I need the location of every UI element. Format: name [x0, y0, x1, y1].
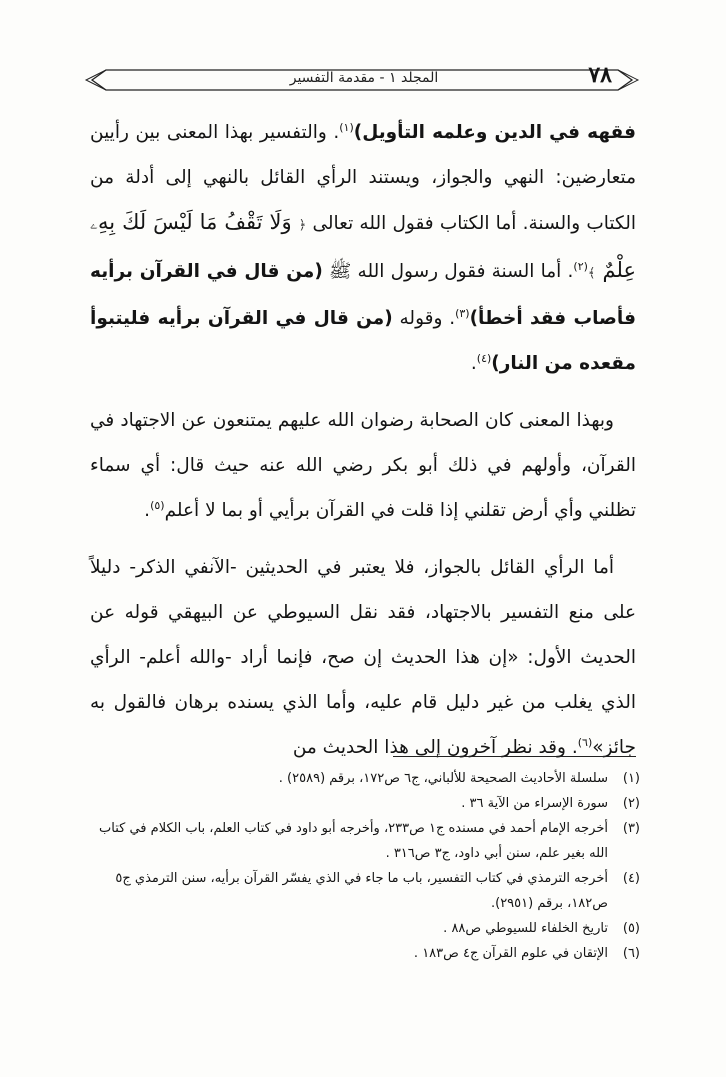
paragraph	[90, 398, 636, 533]
text-run: . وقد نظر آخرون إلى هذا الحديث من	[292, 737, 578, 758]
footnote-number: (٦)	[622, 946, 640, 961]
footnote-text: أخرجه الترمذي في كتاب التفسير، باب ما جاء في الذي يفسّر القرآن برأيه، سنن الترمذي ج٥ ص١٨٢، برقم (٢٩٥١).	[115, 871, 608, 911]
text-run: .	[470, 353, 477, 374]
hadith-quote: فقهه في الدين وعلمه التأويل)	[353, 122, 636, 143]
page-number: ٧٨	[588, 62, 612, 88]
main-text	[90, 110, 636, 770]
footnotes	[88, 766, 640, 966]
footnote	[88, 766, 640, 791]
verse-bracket: ﴾	[587, 266, 596, 281]
footnote	[88, 791, 640, 816]
footnote	[88, 916, 640, 941]
text-run: .	[144, 500, 151, 521]
paragraph	[90, 545, 636, 770]
footnote	[88, 866, 640, 916]
footnote-number: (٤)	[622, 871, 640, 886]
hadith-quote: (من قال في القرآن برأيه فليتبوأ مقعده من النار)	[90, 308, 636, 374]
footnote-number: (١)	[622, 771, 640, 786]
footnote-text: أخرجه الإمام أحمد في مسنده ج١ ص٢٣٣، وأخرجه أبو داود في كتاب العلم، باب الكلام في كتاب الله بغير علم، سنن أبي داود، ج٣ ص٣١٦ .	[99, 821, 608, 861]
verse-bracket: ﴿	[298, 218, 307, 233]
text-run: . والتفسير بهذا المعنى بين رأيين متعارضين: النهي والجواز، ويستند الرأي القائل بالنهي إلى أدلة من الكتاب والسنة. أما الكتاب فقول الله تعالى	[90, 122, 636, 234]
footnote-text: سورة الإسراء من الآية ٣٦ .	[461, 796, 608, 811]
paragraph	[90, 110, 636, 386]
footnote-text: تاريخ الخلفاء للسيوطي ص٨٨ .	[443, 921, 608, 936]
footnote-separator	[393, 756, 636, 757]
footnote-ref: (١)	[339, 120, 354, 134]
hadith-quote: (من قال في القرآن برأيه فأصاب فقد أخطأ)	[90, 261, 636, 329]
footnote	[88, 941, 640, 966]
footnote-ref: (٢)	[573, 259, 588, 273]
running-title: المجلد ١ - مقدمة التفسير	[289, 70, 439, 86]
footnote-text: الإتقان في علوم القرآن ج٤ ص١٨٣ .	[413, 946, 608, 961]
footnote-number: (٣)	[622, 821, 640, 836]
footnote	[88, 816, 640, 866]
text-run: وبهذا المعنى كان الصحابة رضوان الله عليهم يمتنعون عن الاجتهاد في القرآن، وأولهم في ذلك أبو بكر رضي الله عنه حيث قال: أي سماء تظلني وأي أرض تقلني إذا قلت في القرآن برأيي أو بما لا أعلم	[90, 410, 636, 521]
footnote-ref: (٣)	[455, 306, 470, 320]
footnote-ref: (٤)	[476, 351, 492, 365]
footnote-ref: (٦)	[577, 735, 593, 749]
text-run: . وقوله	[392, 308, 456, 329]
running-header	[84, 62, 640, 98]
text-run: أما الرأي القائل بالجواز، فلا يعتبر في الحديثين -الآنفي الذكر- دليلاً على منع التفسير بالاجتهاد، فقد نقل السيوطي عن البيهقي قوله عن الحديث الأول: «إن هذا الحديث إن صح، فإنما أراد -والله أعلم- الرأي الذي يغلب من غير دليل قام عليه، وأما الذي يسنده برهان فالقول به جائز»	[90, 557, 636, 758]
footnote-number: (٥)	[622, 921, 640, 936]
text-run: . أما السنة فقول رسول الله ﷺ	[322, 261, 574, 282]
footnote-number: (٢)	[622, 796, 640, 811]
quran-verse: وَلَا تَقْفُ مَا لَيْسَ لَكَ بِهِۦ عِلْمٌ	[90, 210, 636, 282]
footnote-ref: (٥)	[150, 498, 165, 512]
footnote-text: سلسلة الأحاديث الصحيحة للألباني، ج٦ ص١٧٢، برقم (٢٥٨٩) .	[278, 771, 608, 786]
